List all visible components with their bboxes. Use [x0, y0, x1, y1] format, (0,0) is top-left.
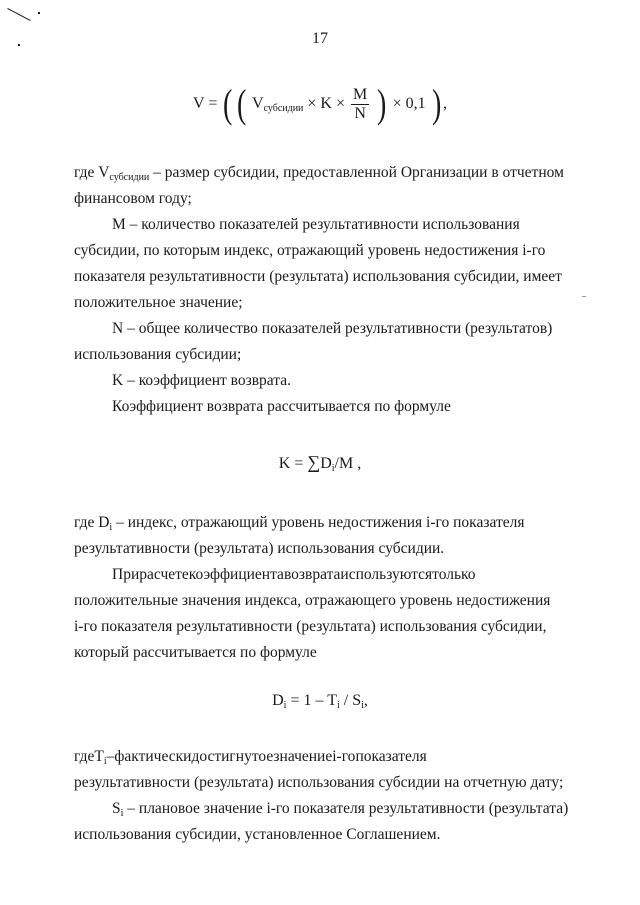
- formula-k-rest: /M ,: [334, 455, 362, 472]
- text-line: N – общее количество показателей результативности (результатов): [112, 320, 553, 337]
- text-line: положительные значения индекса, отражающего уровень недостижения: [74, 592, 551, 609]
- formula-d-end: ,: [363, 692, 368, 709]
- formula-k-lhs: K =: [278, 455, 308, 472]
- formula-d-i2: i: [336, 700, 340, 711]
- text-line: i-го показателя результативности (результата) использования субсидии,: [74, 618, 547, 635]
- word: возврата: [283, 566, 341, 583]
- fraction-m-n: [351, 86, 369, 123]
- fraction-denominator: N: [354, 104, 366, 122]
- times-k: × K ×: [307, 95, 346, 112]
- formula-d-i1: i: [283, 700, 287, 711]
- formula-k: [0, 452, 640, 474]
- formula-d: [0, 692, 640, 711]
- word: где: [74, 748, 95, 765]
- word: $T_i$: [94, 748, 107, 767]
- scan-speck: [7, 8, 30, 21]
- text-line: результативности (результата) использования субсидии.: [74, 540, 445, 557]
- formula-k-i: i: [331, 463, 335, 474]
- text-line: который рассчитывается по формуле: [74, 644, 317, 661]
- word: фактически: [114, 748, 192, 765]
- fraction-numerator: M: [353, 85, 368, 103]
- word: i-го: [332, 748, 356, 765]
- word: используются: [340, 566, 433, 583]
- text-line: M – количество показателей результативности использования: [112, 216, 520, 233]
- word: При: [112, 566, 140, 583]
- formula-v-tail: × 0,1: [392, 95, 426, 112]
- word: коэффициента: [188, 566, 284, 583]
- word: показателя: [355, 748, 427, 765]
- text-line: $S_i$ – плановое значение i-го показателя результативности (результата): [112, 800, 569, 819]
- sigma-symbol: ∑: [307, 452, 321, 472]
- text-line: результативности (результата) использования субсидии на отчетную дату;: [74, 774, 564, 791]
- v-subsidy: $V_{субсидии}$: [252, 94, 304, 114]
- text-line-justified: [74, 562, 559, 588]
- text-line: использования субсидии;: [74, 346, 242, 363]
- text-block-1: [74, 160, 564, 420]
- word: расчете: [139, 566, 189, 583]
- formula-v: [0, 81, 640, 126]
- text-line: положительное значение;: [74, 294, 243, 311]
- text-line: использования субсидии, установленное Соглашением.: [74, 826, 441, 843]
- text-line: показателя результативности (результата) использования субсидии, имеет: [74, 268, 562, 285]
- paren-close: ): [431, 81, 441, 126]
- paren-open: (: [236, 81, 247, 126]
- formula-k-d: D: [320, 455, 332, 472]
- word: достигнутое: [191, 748, 274, 765]
- paren-open: (: [223, 81, 233, 126]
- formula-d-d: D: [272, 692, 284, 709]
- paren-close: ): [377, 81, 387, 126]
- text-line: финансовом году;: [74, 190, 192, 207]
- scan-speck: [38, 12, 40, 14]
- text-line: субсидии, по которым индекс, отражающий уровень недостижения i-го: [74, 242, 546, 259]
- word: значение: [273, 748, 333, 765]
- scan-speck: [582, 296, 586, 297]
- formula-d-i3: i: [361, 700, 364, 711]
- text-line: K – коэффициент возврата.: [112, 372, 291, 389]
- formula-d-mid: = 1 – T: [286, 692, 337, 709]
- text-block-3: [74, 744, 569, 848]
- formula-v-lhs: V =: [193, 95, 218, 112]
- text-block-2: [74, 510, 559, 666]
- formula-v-end: ,: [442, 95, 447, 112]
- word: только: [432, 566, 476, 583]
- text-line: где $V_{субсидии}$ – размер субсидии, предоставленной Организации в отчетном: [74, 164, 564, 183]
- word: –: [106, 748, 115, 765]
- page-number: 17: [312, 30, 328, 47]
- formula-d-slash: / S: [339, 692, 362, 709]
- text-line: Коэффициент возврата рассчитывается по формуле: [112, 398, 451, 415]
- text-line-justified: [74, 744, 559, 770]
- text-line: где $D_i$ – индекс, отражающий уровень недостижения i-го показателя: [74, 514, 525, 533]
